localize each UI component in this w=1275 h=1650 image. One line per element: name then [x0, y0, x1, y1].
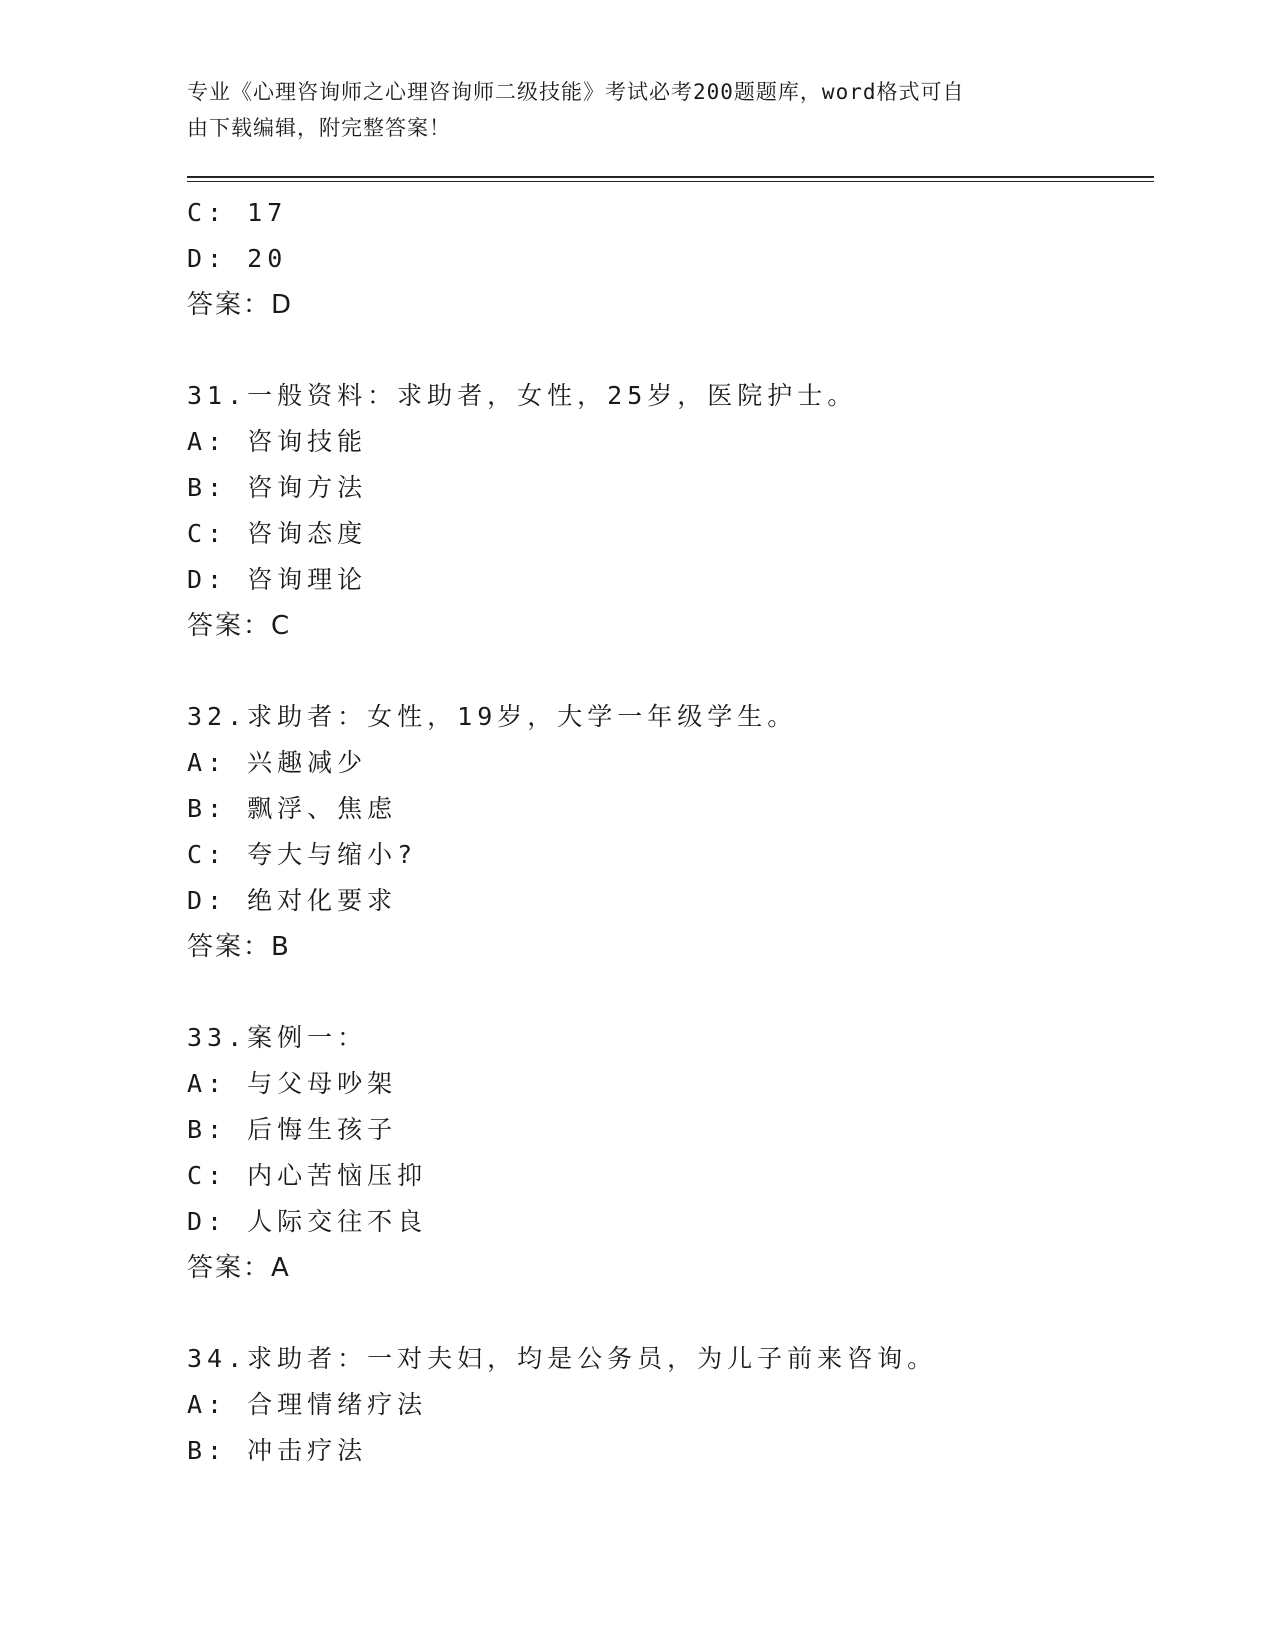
- answer-line: 答案：C: [187, 611, 292, 641]
- option-a: A: 与父母吵架: [187, 1069, 398, 1098]
- option-d: D: 人际交往不良: [187, 1207, 428, 1236]
- header-line-2: 由下载编辑，附完整答案！: [187, 116, 451, 140]
- question-block: [187, 694, 1147, 970]
- question-text: 31.一般资料：求助者，女性，25岁，医院护士。: [187, 381, 858, 410]
- question-text: 34.求助者：一对夫妇，均是公务员，为儿子前来咨询。: [187, 1344, 938, 1373]
- option-c: C: 咨询态度: [187, 519, 368, 548]
- option-a: A: 兴趣减少: [187, 748, 368, 777]
- spacer: [187, 649, 1147, 694]
- spacer: [187, 1291, 1147, 1336]
- question-text: 33.案例一：: [187, 1023, 368, 1052]
- option-b: B: 后悔生孩子: [187, 1115, 398, 1144]
- question-list: [187, 190, 1147, 1474]
- question-block: [187, 190, 1147, 328]
- question-block: [187, 1336, 1147, 1474]
- option-c: C: 夸大与缩小?: [187, 840, 418, 869]
- spacer: [187, 328, 1147, 373]
- option-b: B: 咨询方法: [187, 473, 368, 502]
- option-b: B: 冲击疗法: [187, 1436, 368, 1465]
- option-a: A: 咨询技能: [187, 427, 368, 456]
- answer-line: 答案：B: [187, 932, 291, 962]
- question-text: 32.求助者：女性，19岁，大学一年级学生。: [187, 702, 798, 731]
- question-block: [187, 373, 1147, 649]
- header-divider-thick: [187, 176, 1154, 178]
- option-c: C: 17: [187, 198, 288, 227]
- option-d: D: 20: [187, 244, 288, 273]
- option-b: B: 飘浮、焦虑: [187, 794, 398, 823]
- document-header: [187, 74, 1067, 146]
- option-d: D: 绝对化要求: [187, 886, 398, 915]
- answer-line: 答案：D: [187, 290, 294, 320]
- answer-line: 答案：A: [187, 1253, 291, 1283]
- option-d: D: 咨询理论: [187, 565, 368, 594]
- header-line-1: 专业《心理咨询师之心理咨询师二级技能》考试必考200题题库，word格式可自: [187, 80, 965, 104]
- question-block: [187, 1015, 1147, 1291]
- header-divider-thin: [187, 181, 1154, 182]
- option-a: A: 合理情绪疗法: [187, 1390, 428, 1419]
- spacer: [187, 970, 1147, 1015]
- option-c: C: 内心苦恼压抑: [187, 1161, 428, 1190]
